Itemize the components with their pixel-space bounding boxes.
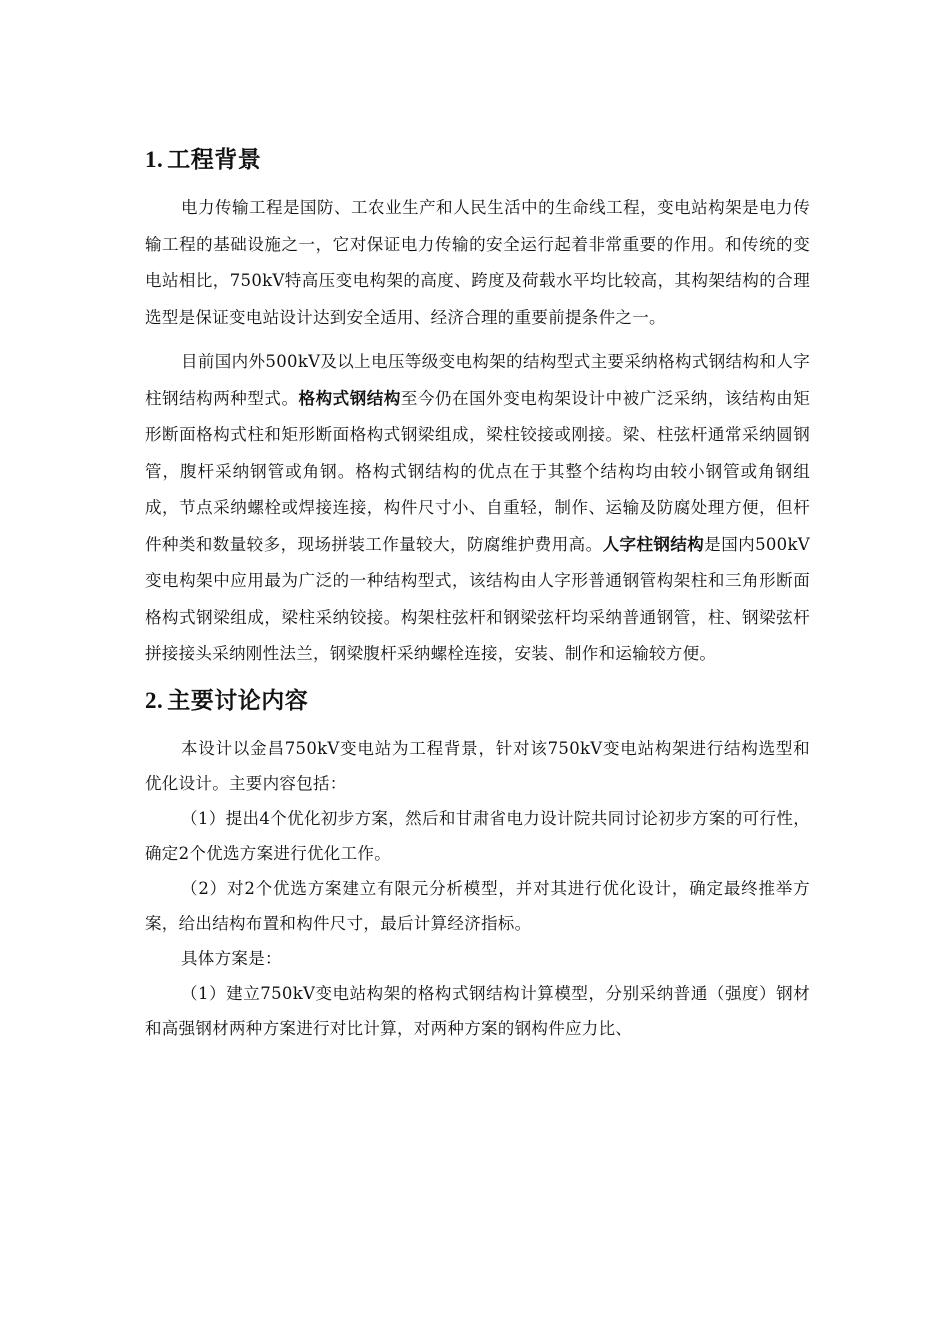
section-2-heading [145,681,810,721]
section-2-title: 主要讨论内容 [167,687,309,714]
section-1-paragraph-1: 电力传输工程是国防、工农业生产和人民生活中的生命线工程，变电站构架是电力传输工程的基础设施之一，它对保证电力传输的安全运行起着非常重要的作用。和传统的变电站相比，750kV特高压变电构架的高度、跨度及荷载水平均比较高，其构架结构的合理选型是保证变电站设计达到安全适用、经济合理的重要前提条件之一。 [145,198,810,327]
paragraph-2-text-a: 目前国内外500kV及以上电压等级变电构架的结构型式主要采纳格构式钢结构和人字柱钢结构两种型式。 [145,352,810,408]
section-1-paragraph-2 [145,344,810,673]
section-2-plan-item-1: （1）建立750kV变电站构架的格构式钢结构计算模型，分别采纳普通（强度）钢材和高强钢材两种方案进行对比计算，对两种方案的钢构件应力比、 [145,983,810,1038]
section-2-number: 2. [145,687,164,713]
section-2-item-2: （2）对2个优选方案建立有限元分析模型，并对其进行优化设计，确定最终推举方案，给出结构布置和构件尺寸，最后计算经济指标。 [145,878,810,933]
paragraph-2-text-c: 至今仍在国外变电构架设计中被广泛采纳，该结构由矩形断面格构式柱和矩形断面格构式钢梁组成，梁柱铰接或刚接。梁、柱弦杆通常采纳圆钢管，腹杆采纳钢管或角钢。格构式钢结构的优点在于其整个结构均由较小钢管或角钢组成，节点采纳螺栓或焊接连接，构件尺寸小、自重轻，制作、运输及防腐处理方便，但杆件种类和数量较多，现场拼装工作量较大，防腐维护费用高。 [145,388,811,554]
section-1-number: 1. [145,147,164,172]
section-2-plan-intro: 具体方案是： [181,948,282,968]
section-2-paragraph-1: 本设计以金昌750kV变电站为工程背景，针对该750kV变电站构架进行结构选型和优化设计。主要内容包括： [145,738,810,793]
section-1-title: 工程背景 [167,147,262,173]
document-body [145,140,810,1046]
herringbone-column-structure-term: 人字柱钢结构 [602,534,705,554]
section-1-heading [145,140,810,180]
lattice-steel-structure-term: 格构式钢结构 [298,388,401,408]
section-2-item-1: （1）提出4个优化初步方案，然后和甘肃省电力设计院共同讨论初步方案的可行性，确定2个优选方案进行优化工作。 [145,808,810,863]
paragraph-2-text-e: 是国内500kV变电构架中应用最为广泛的一种结构型式，该结构由人字形普通钢管构架柱和三角形断面格构式钢梁组成，梁柱采纳铰接。构架柱弦杆和钢梁弦杆均采纳普通钢管，柱、钢梁弦杆拼接接头采纳刚性法兰，钢梁腹杆采纳螺栓连接，安装、制作和运输较方便。 [145,534,810,663]
